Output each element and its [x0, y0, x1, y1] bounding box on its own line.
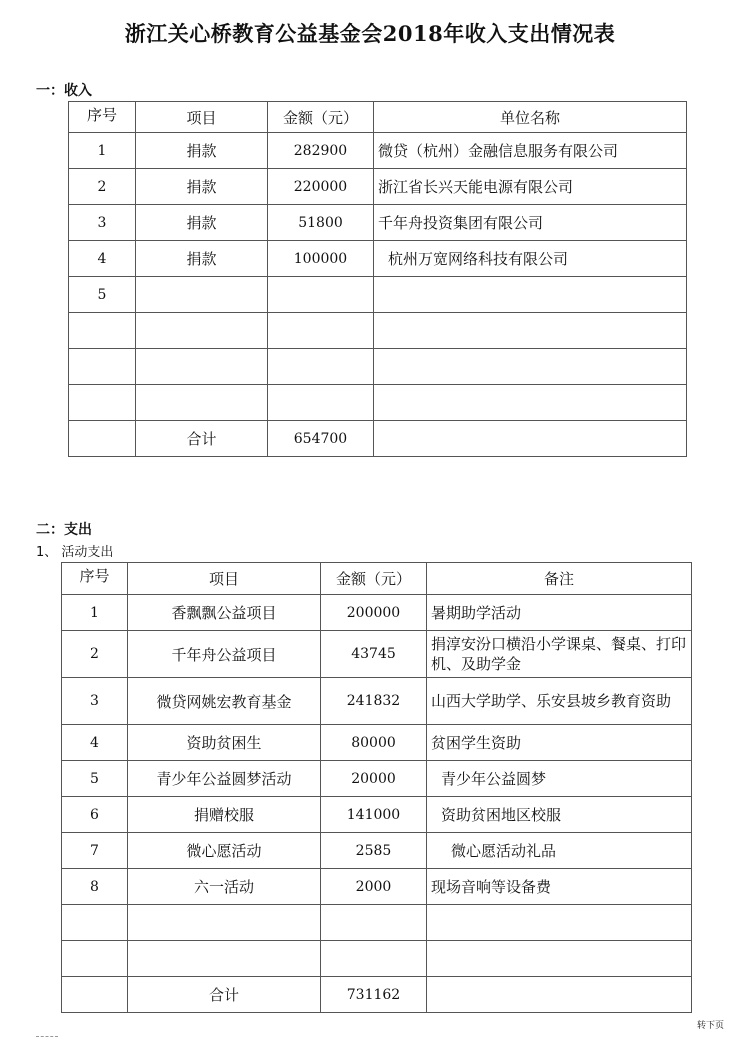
expense-cell-note: 青少年公益圆梦: [427, 761, 692, 797]
expense-cell-amount: 20000: [321, 761, 427, 797]
activity-expense-subheading: 1、 活动支出: [36, 545, 114, 560]
expense-cell-index: 2: [62, 631, 128, 678]
income-cell-amount: [268, 349, 374, 385]
income-cell-item: 捐款: [136, 169, 268, 205]
income-header-item: 项目: [136, 102, 268, 133]
expense-total-index: [62, 977, 128, 1013]
expense-cell-amount: 200000: [321, 595, 427, 631]
income-cell-index: 3: [69, 205, 136, 241]
expense-total-amount: 731162: [321, 977, 427, 1013]
income-table: [68, 101, 687, 457]
income-cell-unit: [374, 277, 687, 313]
expense-cell-note: [427, 941, 692, 977]
income-cell-index: [69, 385, 136, 421]
income-cell-amount: [268, 385, 374, 421]
expense-header-amount: 金额（元）: [321, 563, 427, 595]
expense-cell-index: 5: [62, 761, 128, 797]
expense-total-row: [62, 977, 692, 1013]
income-header-index: 序号: [69, 102, 136, 133]
expense-cell-item: 捐赠校服: [128, 797, 321, 833]
income-row: [69, 169, 687, 205]
expense-cell-amount: 241832: [321, 678, 427, 725]
expense-cell-index: 4: [62, 725, 128, 761]
expense-cell-item: 香飘飘公益项目: [128, 595, 321, 631]
income-row: [69, 385, 687, 421]
expense-cell-note: 捐淳安汾口横沿小学课桌、餐桌、打印机、及助学金: [427, 631, 692, 678]
expense-cell-note: [427, 905, 692, 941]
expense-cell-amount: 80000: [321, 725, 427, 761]
income-cell-index: 4: [69, 241, 136, 277]
expense-header-row: [62, 563, 692, 595]
expense-header-index: 序号: [62, 563, 128, 595]
expense-total-note: [427, 977, 692, 1013]
income-header-amount: 金额（元）: [268, 102, 374, 133]
expense-total-label: 合计: [128, 977, 321, 1013]
income-cell-item: 捐款: [136, 205, 268, 241]
income-cell-unit: [374, 385, 687, 421]
income-cell-amount: 282900: [268, 133, 374, 169]
expense-row: [62, 869, 692, 905]
expense-row: [62, 595, 692, 631]
income-total-unit: [374, 421, 687, 457]
income-cell-item: [136, 313, 268, 349]
income-cell-amount: [268, 313, 374, 349]
expense-row: [62, 905, 692, 941]
expense-row: [62, 833, 692, 869]
expense-heading: 二：支出: [36, 522, 92, 538]
income-cell-unit: 杭州万宽网络科技有限公司: [374, 241, 687, 277]
expense-table: [61, 562, 692, 1013]
expense-row: [62, 941, 692, 977]
expense-cell-amount: 43745: [321, 631, 427, 678]
income-row: [69, 241, 687, 277]
expense-cell-note: 山西大学助学、乐安县坡乡教育资助: [427, 678, 692, 725]
continued-next-page-note: 转下页: [696, 1021, 724, 1031]
income-cell-index: [69, 313, 136, 349]
expense-cell-note: 暑期助学活动: [427, 595, 692, 631]
expense-cell-index: [62, 905, 128, 941]
income-row: [69, 133, 687, 169]
income-cell-amount: 51800: [268, 205, 374, 241]
expense-cell-item: [128, 941, 321, 977]
expense-cell-amount: 141000: [321, 797, 427, 833]
income-cell-item: 捐款: [136, 133, 268, 169]
expense-cell-note: 贫困学生资助: [427, 725, 692, 761]
expense-cell-note: 资助贫困地区校服: [427, 797, 692, 833]
income-cell-item: [136, 277, 268, 313]
income-cell-unit: 微贷（杭州）金融信息服务有限公司: [374, 133, 687, 169]
expense-cell-item: 微贷网姚宏教育基金: [128, 678, 321, 725]
income-total-label: 合计: [136, 421, 268, 457]
income-header-unit: 单位名称: [374, 102, 687, 133]
expense-cell-amount: 2585: [321, 833, 427, 869]
income-cell-item: [136, 349, 268, 385]
income-cell-index: 5: [69, 277, 136, 313]
income-row: [69, 205, 687, 241]
expense-cell-item: 资助贫困生: [128, 725, 321, 761]
income-cell-unit: [374, 313, 687, 349]
income-cell-index: [69, 349, 136, 385]
expense-cell-item: [128, 905, 321, 941]
income-cell-item: [136, 385, 268, 421]
expense-header-note: 备注: [427, 563, 692, 595]
income-cell-index: 1: [69, 133, 136, 169]
expense-cell-item: 六一活动: [128, 869, 321, 905]
expense-cell-note: 现场音响等设备费: [427, 869, 692, 905]
expense-cell-item: 青少年公益圆梦活动: [128, 761, 321, 797]
expense-cell-index: [62, 941, 128, 977]
income-cell-index: 2: [69, 169, 136, 205]
income-total-index: [69, 421, 136, 457]
income-cell-amount: 100000: [268, 241, 374, 277]
expense-cell-index: 6: [62, 797, 128, 833]
income-row: [69, 313, 687, 349]
income-cell-amount: 220000: [268, 169, 374, 205]
expense-cell-index: 3: [62, 678, 128, 725]
document-title: 浙江关心桥教育公益基金会2018年收入支出情况表: [124, 21, 616, 46]
expense-cell-item: 微心愿活动: [128, 833, 321, 869]
expense-header-item: 项目: [128, 563, 321, 595]
income-total-row: [69, 421, 687, 457]
income-row: [69, 277, 687, 313]
page-corner-mark: [36, 1036, 58, 1037]
expense-cell-note: 微心愿活动礼品: [427, 833, 692, 869]
income-row: [69, 349, 687, 385]
expense-row: [62, 631, 692, 678]
income-cell-unit: [374, 349, 687, 385]
expense-cell-amount: [321, 941, 427, 977]
expense-cell-amount: 2000: [321, 869, 427, 905]
expense-cell-amount: [321, 905, 427, 941]
income-cell-amount: [268, 277, 374, 313]
income-heading: 一：收入: [36, 83, 92, 99]
income-total-amount: 654700: [268, 421, 374, 457]
expense-row: [62, 725, 692, 761]
expense-row: [62, 761, 692, 797]
income-cell-item: 捐款: [136, 241, 268, 277]
expense-row: [62, 678, 692, 725]
expense-cell-index: 1: [62, 595, 128, 631]
expense-cell-index: 8: [62, 869, 128, 905]
income-cell-unit: 千年舟投资集团有限公司: [374, 205, 687, 241]
expense-cell-item: 千年舟公益项目: [128, 631, 321, 678]
income-header-row: [69, 102, 687, 133]
expense-row: [62, 797, 692, 833]
income-cell-unit: 浙江省长兴天能电源有限公司: [374, 169, 687, 205]
expense-cell-index: 7: [62, 833, 128, 869]
